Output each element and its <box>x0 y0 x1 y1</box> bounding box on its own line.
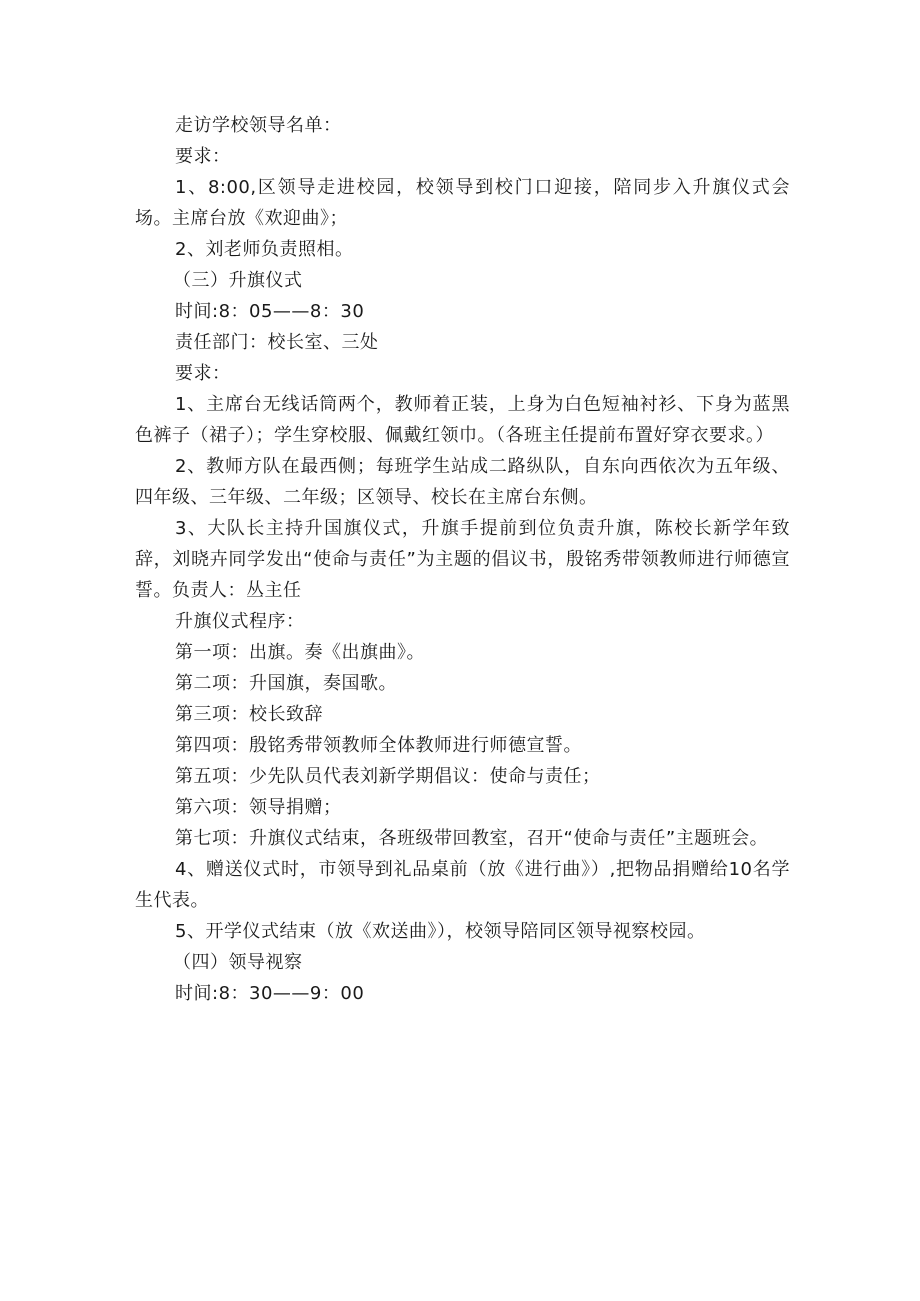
paragraph-requirements-heading-2: 要求： <box>175 363 231 384</box>
paragraph-visiting-leaders: 走访学校领导名单： <box>175 115 342 136</box>
paragraph-req-1-dress: 1、主席台无线话筒两个，教师着正装，上身为白色短袖衬衫、下身为蓝黑色裤子（裙子）；学生穿校服、佩戴红领巾。（各班主任提前布置好穿衣要求。） <box>135 394 790 446</box>
paragraph-req-2-formation: 2、教师方队在最西侧；每班学生站成二路纵队，自东向西依次为五年级、四年级、三年级、二年级；区领导、校长在主席台东侧。 <box>135 456 790 508</box>
paragraph-flag-time: 时间:8：05——8：30 <box>175 301 365 322</box>
procedure-item-2: 第二项：升国旗，奏国歌。 <box>175 673 397 694</box>
procedure-item-7: 第七项：升旗仪式结束，各班级带回教室，召开“使命与责任”主题班会。 <box>175 828 769 849</box>
paragraph-requirements-heading: 要求： <box>175 146 231 167</box>
paragraph-req-4-donation: 4、赠送仪式时，市领导到礼品桌前（放《进行曲》）,把物品捐赠给10名学生代表。 <box>135 859 790 911</box>
section-heading-flag-ceremony: （三）升旗仪式 <box>173 270 303 291</box>
paragraph-req-3-host: 3、大队长主持升国旗仪式，升旗手提前到位负责升旗，陈校长新学年致辞，刘晓卉同学发出“使命与责任”为主题的倡议书，殷铭秀带领教师进行师德宣誓。负责人：丛主任 <box>135 518 790 601</box>
procedure-item-4: 第四项：殷铭秀带领教师全体教师进行师德宣誓。 <box>175 735 582 756</box>
paragraph-req-5-closing: 5、开学仪式结束（放《欢送曲》），校领导陪同区领导视察校园。 <box>175 921 706 942</box>
section-heading-inspection: （四）领导视察 <box>173 952 303 973</box>
procedure-item-1: 第一项：出旗。奏《出旗曲》。 <box>175 642 425 663</box>
paragraph-req-1-welcome: 1、8:00,区领导走进校园，校领导到校门口迎接，陪同步入升旗仪式会场。主席台放《欢迎曲》； <box>135 177 790 229</box>
paragraph-inspection-time: 时间:8：30——9：00 <box>175 983 365 1004</box>
paragraph-responsible-dept: 责任部门：校长室、三处 <box>175 332 379 353</box>
paragraph-procedure-heading: 升旗仪式程序： <box>175 611 305 632</box>
procedure-item-3: 第三项：校长致辞 <box>175 704 323 725</box>
procedure-item-5: 第五项：少先队员代表刘新学期倡议：使命与责任； <box>175 766 601 787</box>
paragraph-req-2-photo: 2、刘老师负责照相。 <box>175 239 354 260</box>
procedure-item-6: 第六项：领导捐赠； <box>175 797 342 818</box>
document-body <box>135 110 790 1009</box>
